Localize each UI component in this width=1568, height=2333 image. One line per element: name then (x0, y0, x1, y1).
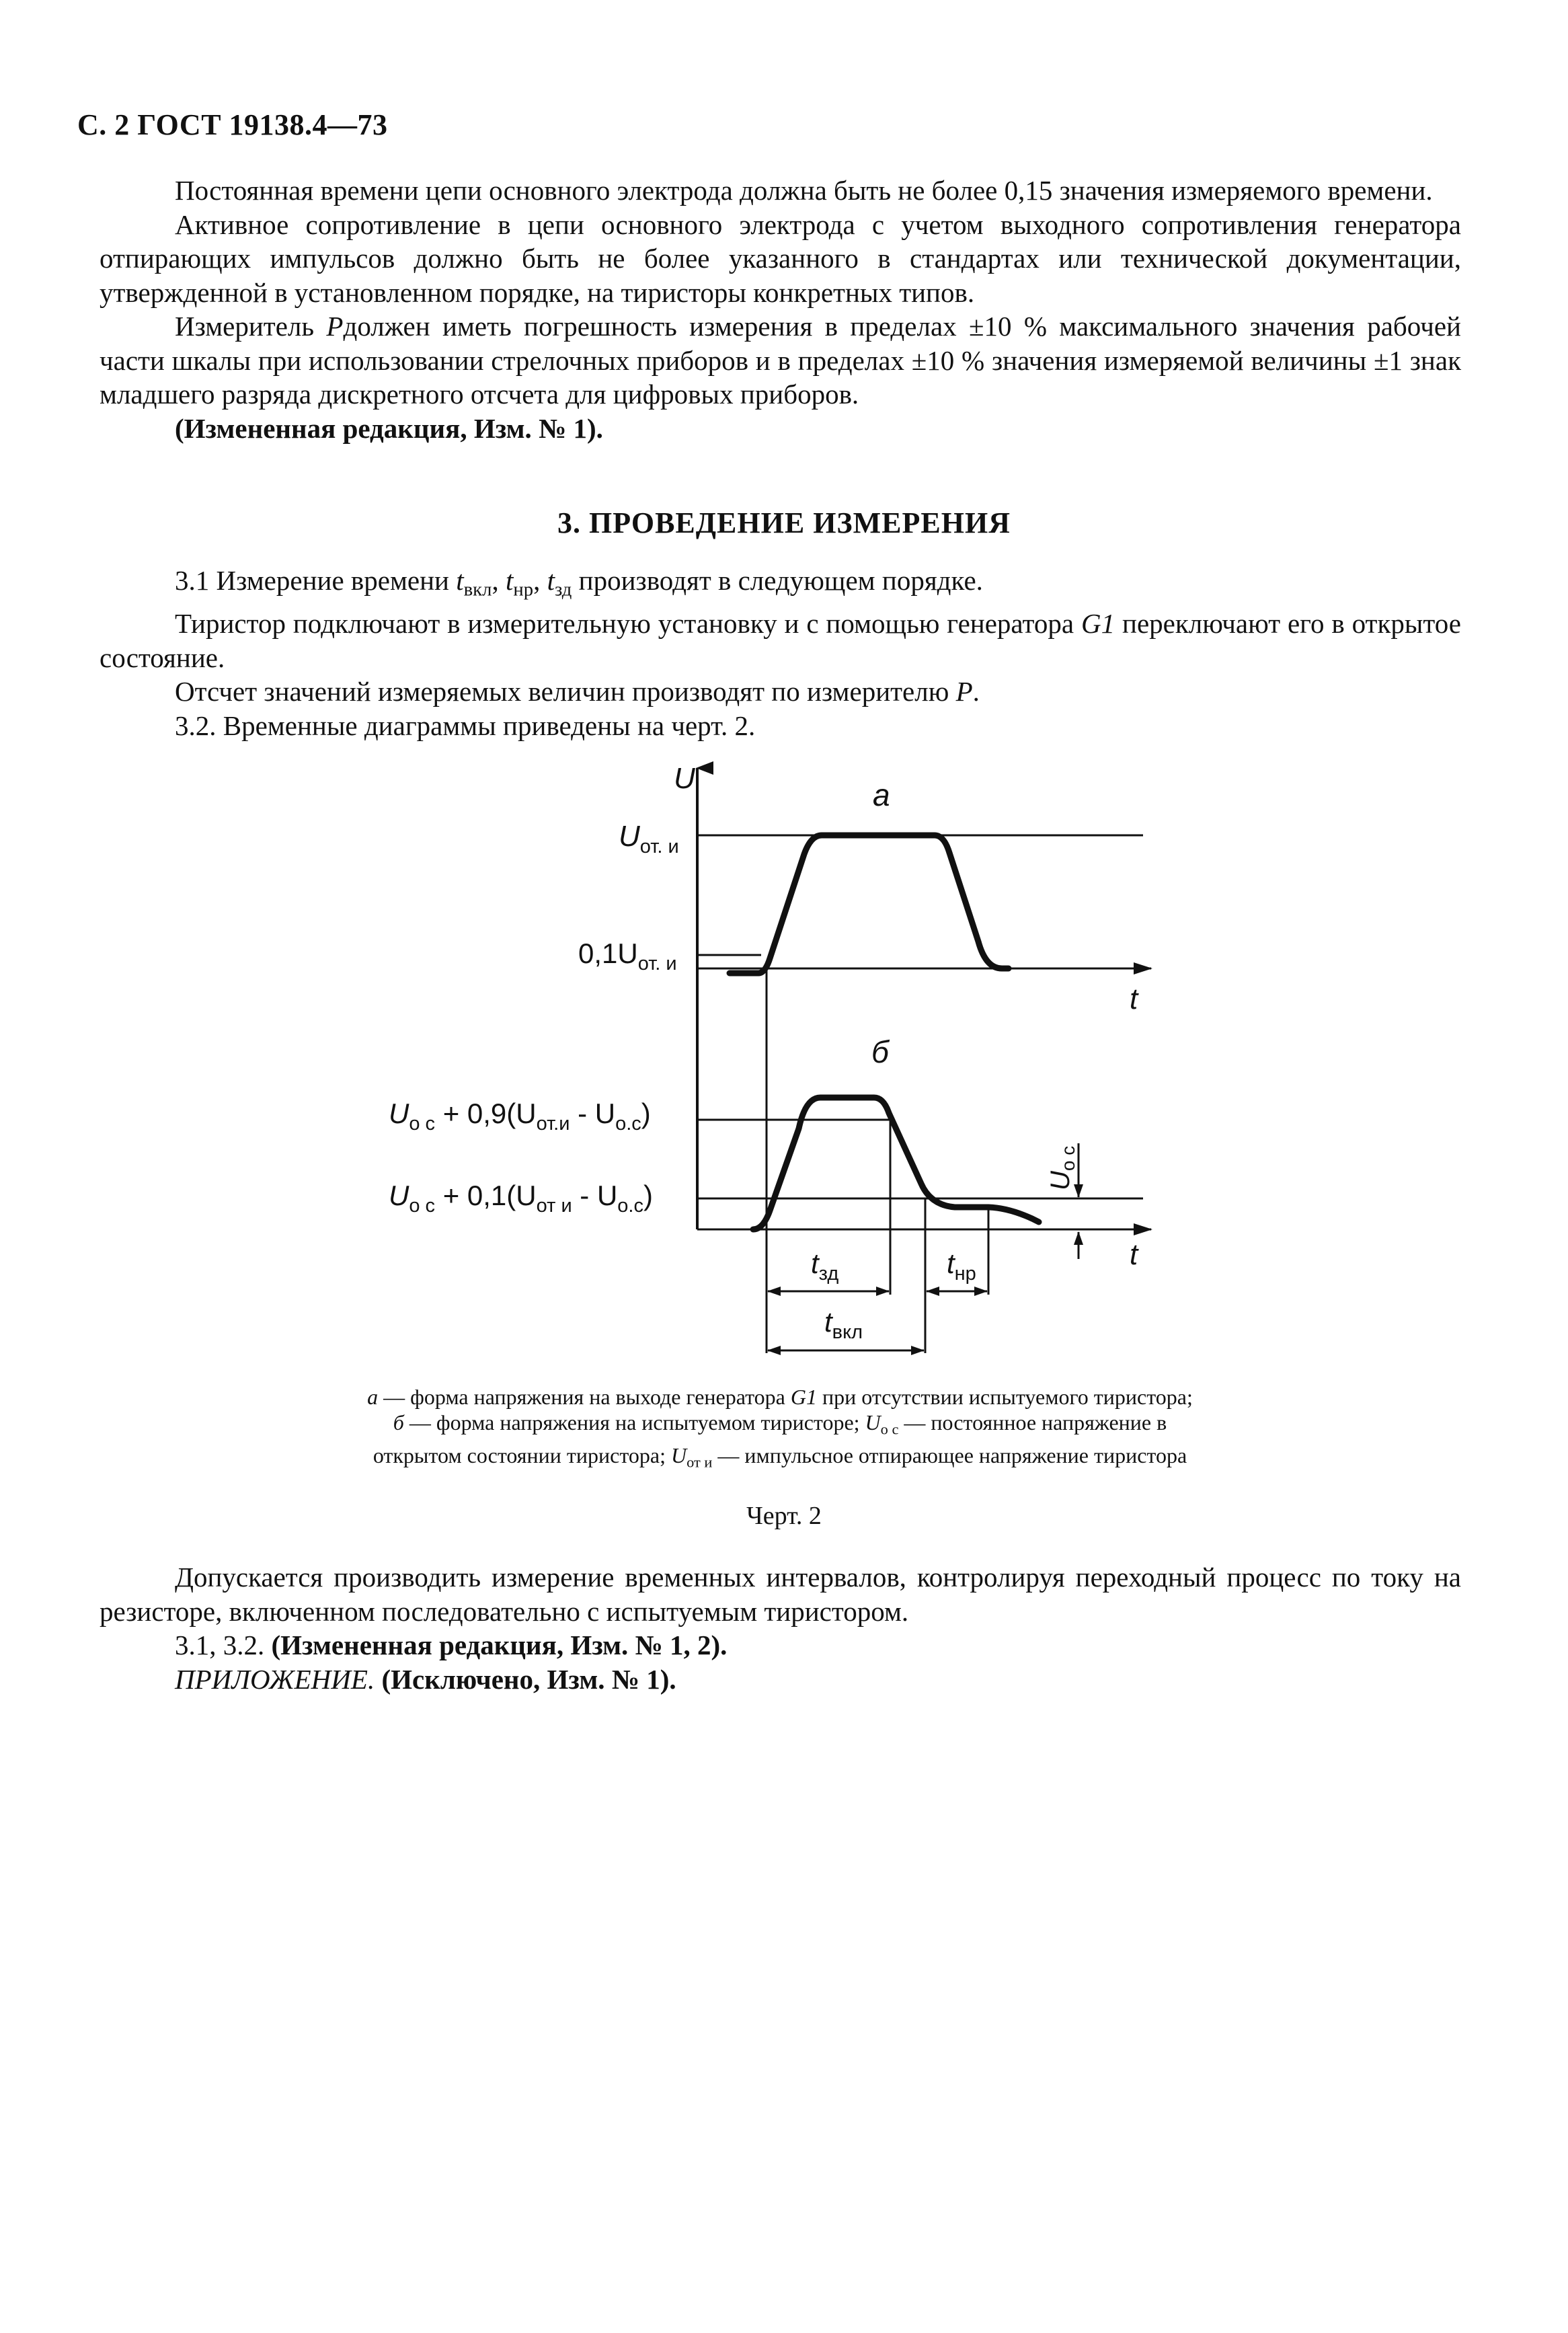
appendix-note: ПРИЛОЖЕНИЕ. (Исключено, Изм. № 1). (175, 1663, 676, 1695)
figure-label: Черт. 2 (746, 1502, 822, 1530)
paragraph-reading: Отсчет значений измеряемых величин производят по измерителю P. (175, 676, 980, 707)
svg-text:Uо с: $U_{о с}$ (1046, 1145, 1079, 1190)
closing-text (100, 1560, 1461, 1696)
paragraph-thyristor: Тиристор подключают в измерительную установку и с помощью генератора G1 переключают его в открытое состояние. (100, 608, 1462, 673)
paragraph-allowed: Допускается производить измерение временных интервалов, контролируя переходный процесс по току на резисторе, включенном последовательно с испытуемым тиристором. (100, 1562, 1461, 1627)
label-b-bottom: $U_{о с} + 0,1(U_{от и} - U_{о.с})$ (389, 1180, 653, 1217)
paragraph-meter: Измеритель Рдолжен иметь погрешность измерения в пределах ±10 % максимального значения рабочей части шкалы при использовании стрелочных приборов и в пределах ±10 % значения измеряемой величины ±1 знак младшего разряда дискретного отсчета для цифровых приборов. (100, 311, 1461, 410)
diagram-label-a: а (873, 777, 890, 812)
label-b-top: $U_{о с} + 0,9(U_{от.и} - U_{о.с})$ (389, 1098, 651, 1135)
paragraph-time-constant: Постоянная времени цепи основного электрода должна быть не более 0,15 значения измеряемого времени. (175, 175, 1433, 206)
label-t-vkl: $t_{вкл}$ (824, 1306, 863, 1343)
label-0-1-u-ot-i: $0,1U_{от. и}$ (578, 938, 677, 974)
t-axis-a-label: t (1130, 983, 1138, 1016)
paragraph-3-2: 3.2. Временные диаграммы приведены на черт. 2. (175, 710, 756, 741)
u-axis-label: U (674, 762, 695, 795)
waveform-a (730, 835, 1009, 973)
section-heading: 3. ПРОВЕДЕНИЕ ИЗМЕРЕНИЯ (557, 506, 1011, 539)
amendment-note-2: 3.1, 3.2. (Измененная редакция, Изм. № 1, 2). (175, 1630, 728, 1660)
diagram-label-b: б (871, 1034, 889, 1069)
page-header: С. 2 ГОСТ 19138.4—73 (77, 108, 388, 141)
label-t-zd: $t_{зд}$ (811, 1248, 839, 1285)
uoc-label (1046, 1146, 1079, 1190)
amendment-note-1: (Измененная редакция, Изм. № 1). (175, 412, 603, 444)
label-t-nr: $t_{нр}$ (947, 1248, 976, 1285)
label-u-ot-i: $U_{от. и}$ (619, 820, 679, 857)
paragraph-resistance: Активное сопротивление в цепи основного электрода с учетом выходного сопротивления генератора отпирающих импульсов должно быть не более указанного в стандартах или технической документации, утвержденной в установленном порядке, на тиристоры конкретных типов. (100, 208, 1461, 308)
paragraph-3-1: 3.1 Измерение времени $t_{вкл}$, $t_{нр}$, $t_{зд}$ производят в следующем порядке. (175, 565, 983, 601)
figure-caption: а — форма напряжения на выходе генератора G1 при отсутствии испытуемого тиристора; б — форма напряжения на испытуемом тиристоре; $U_{о с}$ — постоянное напряжение в открытом состоянии тиристора; $U_{от и}$ — импульсное отпирающее напряжение тиристора (367, 1385, 1193, 1471)
t-axis-b-label: t (1130, 1238, 1138, 1271)
waveform-b (753, 1098, 1039, 1229)
